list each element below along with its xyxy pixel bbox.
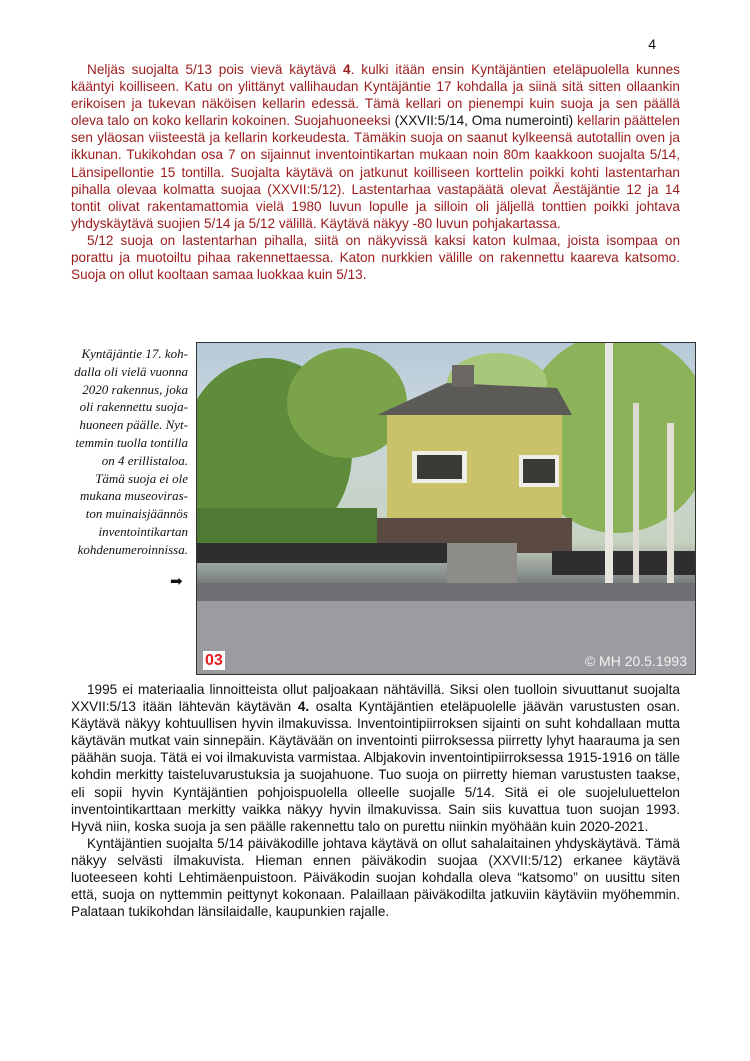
caption-line: inventointikartan <box>98 523 188 539</box>
house-photo-illustration <box>197 343 696 675</box>
paragraph <box>71 61 680 232</box>
caption-line: on 4 erillistaloa. <box>101 452 188 468</box>
text-segment: 4. <box>297 699 310 715</box>
caption-line: ton muinaisjäännös <box>85 506 188 522</box>
caption-line: dalla oli vielä vuonna <box>74 363 188 379</box>
arrow-right-icon: ➡ <box>170 573 183 590</box>
caption-line: Tämä suoja ei ole <box>95 470 188 486</box>
text-segment: Kyntäjäntien suojalta 5/14 päiväkodille johtava käytävä on ollut sahalaitainen yhdyskäytävä. Tämä näkyy selvästi ilmakuvista. Hieman ennen päiväkodin suojaa (XXVII:5/12) erkanee käytävä luoteeseen kohti Lehtimäenpuistoon. Päiväkodin suojan kohdalla oleva “katsomo” on uusittu siten että, suoja on nyttemmin peittynyt kokonaan. Palaillaan päiväkodilta jatkuviin käytäviin myöhemmin. Palataan tukikohdan länsilaidalle, kaupunkien rajalle. <box>71 835 680 920</box>
page-number: 4 <box>648 36 656 52</box>
text-segment: 5/12 suoja on lastentarhan pihalla, siitä on näkyvissä kaksi katon kulmaa, joista isompaa on porattu ja muotoiltu pihaa rakennettaessa. Katon nurkkien välille on rakennettu kaareva katsomo. Suoja on ollut kooltaan samaa luokkaa kuin 5/13. <box>71 232 680 283</box>
caption-line: 2020 rakennus, joka <box>82 381 188 397</box>
top-text-block <box>71 61 680 283</box>
text-segment: . kulki itään ensin Kyntäjäntien eteläpuolella kunnes kääntyi koilliseen. Katu on ylittänyt vallihaudan Kyntäjäntie 17 kohdalla ja siinä sitä sitten ollaankin erikoisen ja tukevan näköisen kellarin edessä. Tämä kellari on pienempi kuin suoja ja sen päällä oleva talo on koko kellarin kokoinen. Suojahuoneeksi <box>71 62 680 129</box>
text-segment: osalta Kyntäjäntien eteläpuolelle jäävän varustusten osan. Käytävä näkyy kohtuullisen hyvin ilmakuvissa. Inventointipiirroksen sijainti on suht kohdallaan mutta käytävän mutkat vain sinnepäin. Käytävään on inventointi piirroksessa piirretty lyhyt haarauma ja sen päähän suoja. Tätä ei voi ilmakuvista varmistaa. Albjakovin inventointipiirroksessa 1915-1916 on tälle kohdin merkitty taisteluvarustuksia ja suojahuone. Tuo suoja on piirretty hieman varustusten taakse, eli sopii hyvin Kyntäjäntien pohjoispuolella olleelle suojalle 5/14. Sitä ei ole suojeluluettelon inventointikarttaan merkitty vaikka näkyy hyvin ilmakuvissa. Sain siis kuvattua tuon suojan 1993. Hyvä niin, koska suoja ja sen päälle rakennettu talo on purettu niinkin myöhään kuin 2020-2021. <box>71 699 680 834</box>
bottom-text-block <box>71 681 680 920</box>
paragraph <box>71 835 680 920</box>
paragraph <box>71 681 680 835</box>
caption-line: huoneen päälle. Nyt- <box>79 417 188 433</box>
caption-line: temmin tuolla tontilla <box>75 434 188 450</box>
photo-number-label: 03 <box>205 652 223 669</box>
house-photo <box>196 342 696 675</box>
text-segment: Neljäs suojalta 5/13 pois vievä käytävä <box>87 62 344 77</box>
text-segment: kellarin päättelen sen yläosan viisteestä ja kellarin korkeudesta. Tämäkin suoja on saanut kylkeensä autotallin oven ja ikkunan. Tukikohdan osa 7 on sijainnut inventointikartan mukaan noin 80m kaakkoon suojalta 5/14, Länsipellontie 15 tontilla. Suojalta käytävä on jatkunut koilliseen korttelin poikki kohti lastentarhan pihalla olevaa kolmatta suojaa (XXVII:5/12). Lastentarhaa vastapäätä olevat Äestäjäntie 12 ja 14 tontit olivat rakentamattomia vielä 1980 luvun lopulle ja silloin oli jäljellä tonttien poikki johtava yhdyskäytävä suojien 5/14 ja 5/12 välillä. Käytävä näkyy -80 luvun pohjakartassa. <box>71 113 680 231</box>
caption-line: kohdenumeroinnissa. <box>77 541 188 557</box>
photo-credit: © MH 20.5.1993 <box>584 653 687 669</box>
text-segment: 4 <box>343 62 351 77</box>
text-segment: 1995 ei materiaalia linnoitteista ollut paljoakaan nähtävillä. Siksi olen tuolloin sivuuttanut suojalta XXVII:5/13 itään lähtevän käytävän <box>71 682 680 715</box>
caption-line: oli rakennettu suoja- <box>79 399 188 415</box>
text-segment: (XXVII:5/14, Oma numerointi) <box>394 113 574 129</box>
paragraph <box>71 232 680 283</box>
caption-line: mukana museoviras- <box>80 488 188 504</box>
caption-line: Kyntäjäntie 17. koh- <box>81 346 188 361</box>
photo-caption <box>55 345 188 559</box>
